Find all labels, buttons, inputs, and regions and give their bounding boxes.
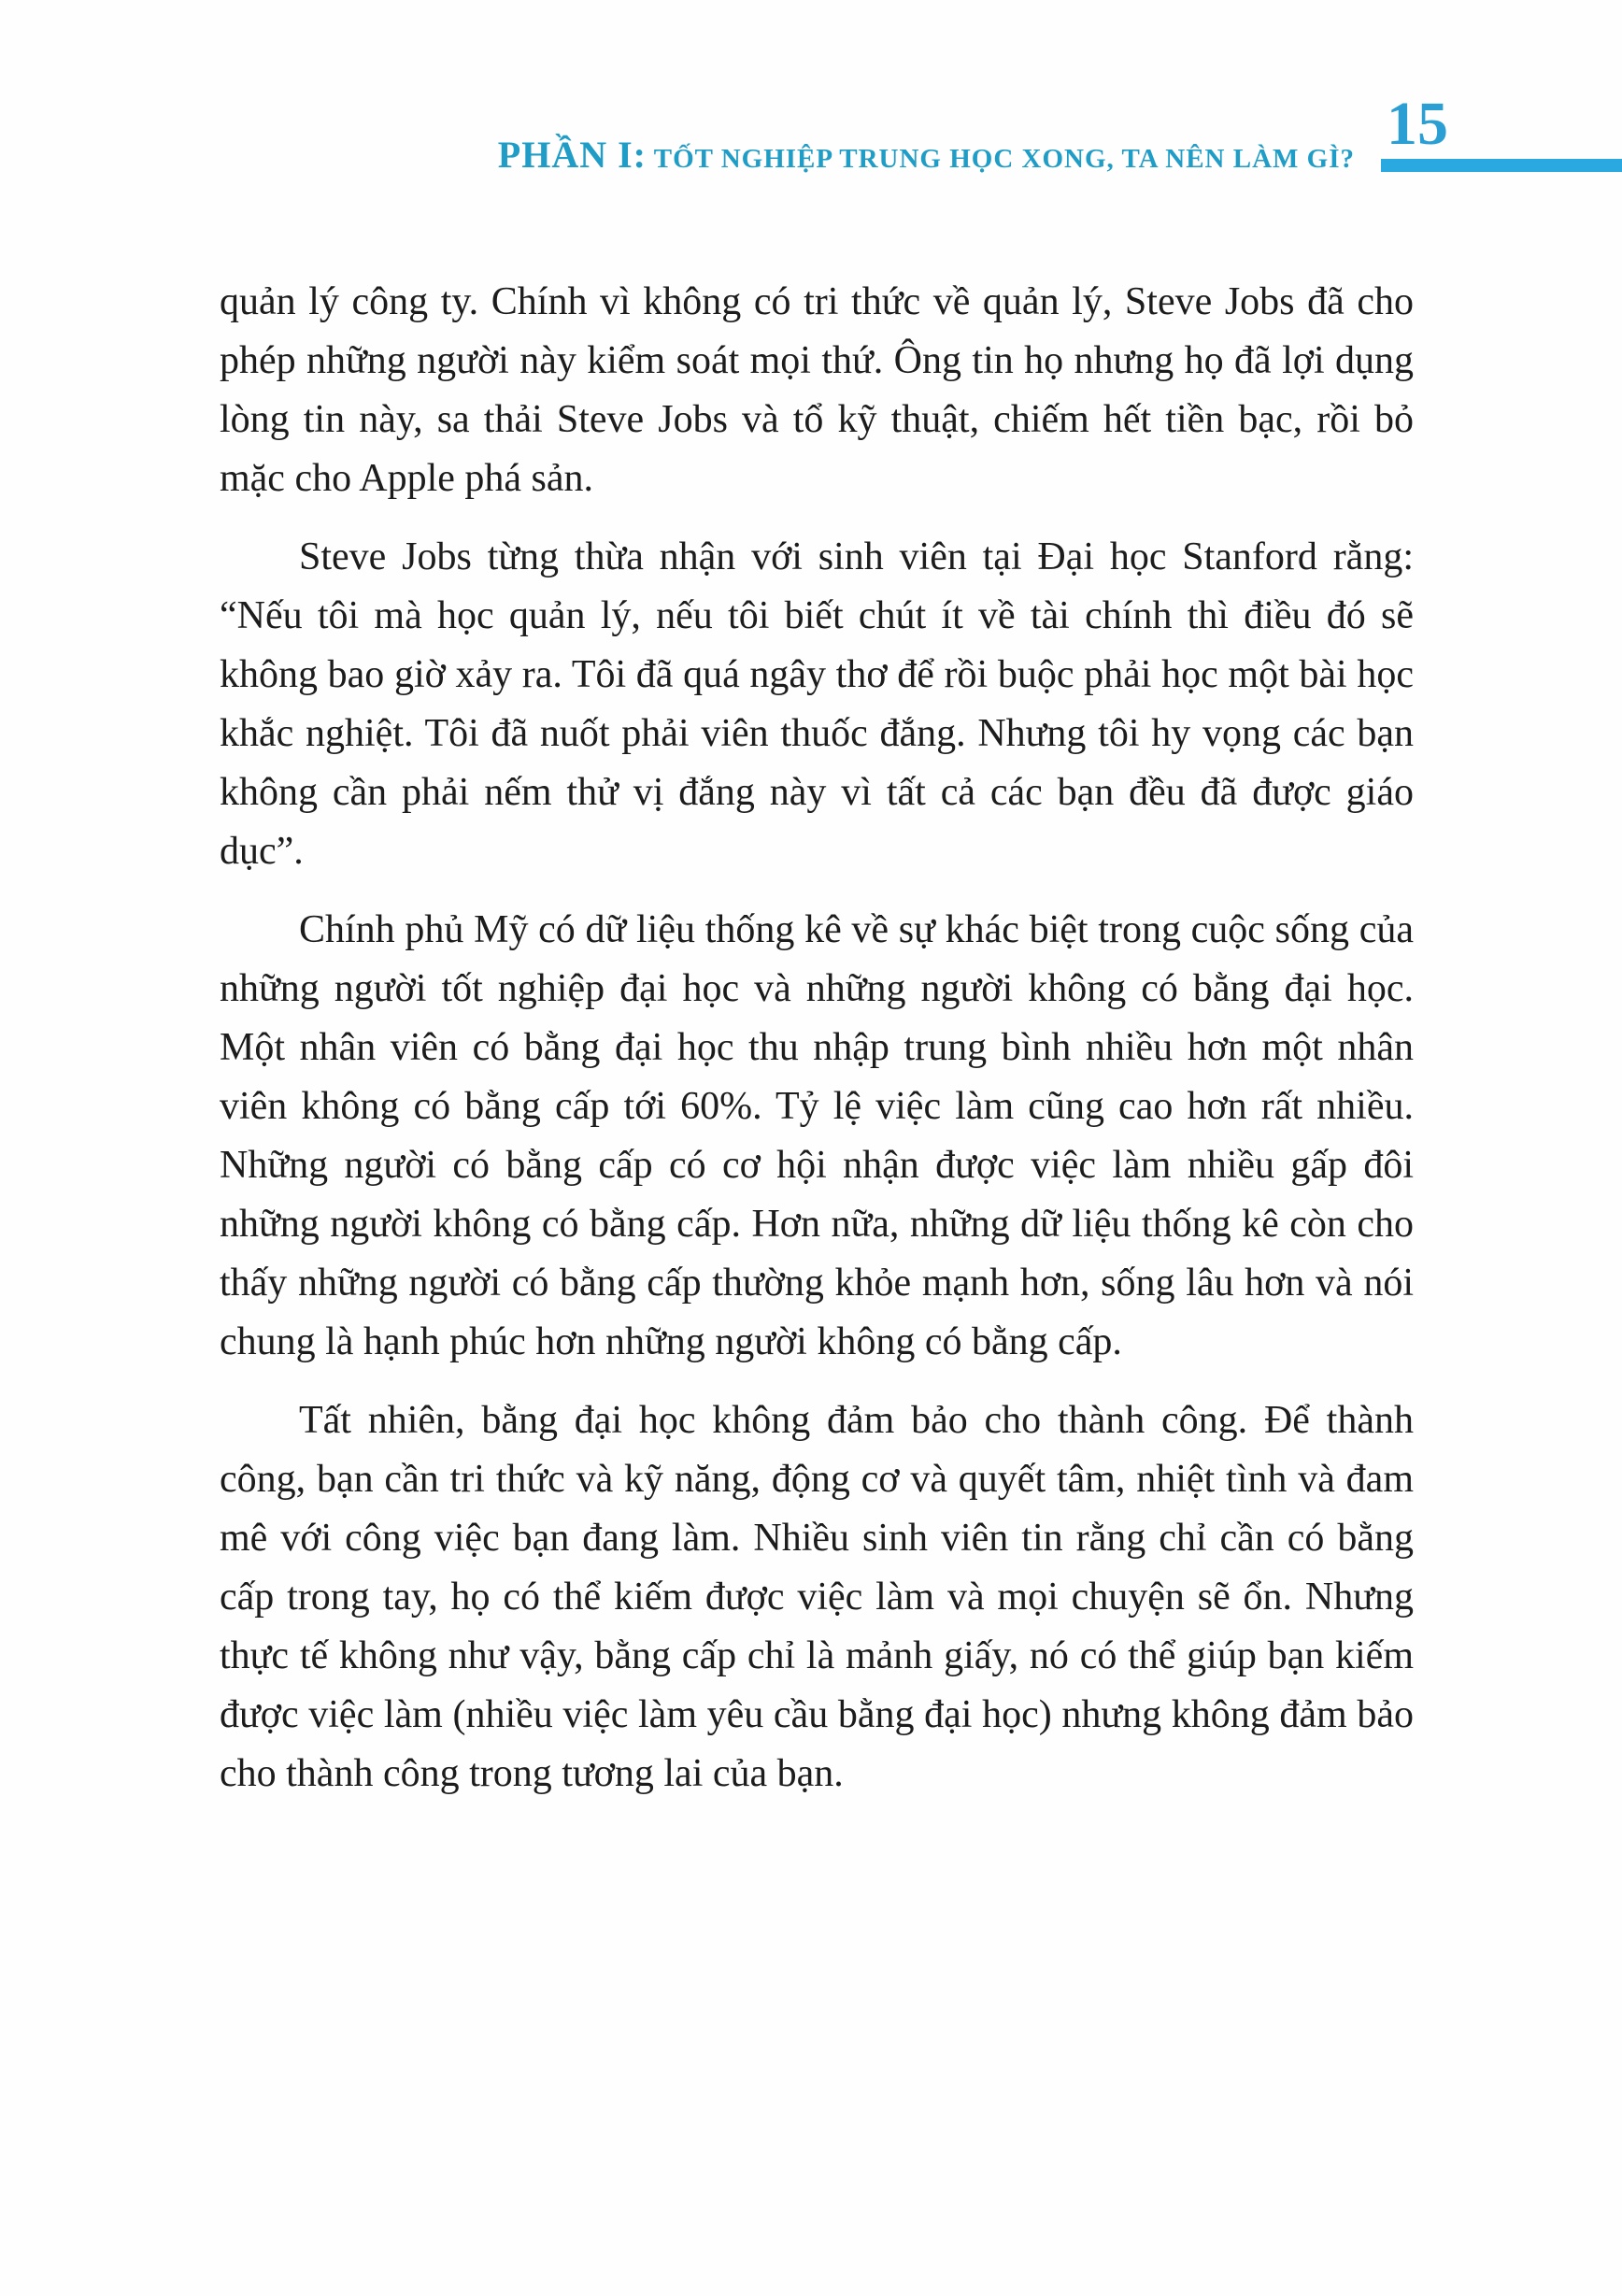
page-number: 15	[1387, 90, 1448, 158]
section-title: TỐT NGHIỆP TRUNG HỌC XONG, TA NÊN LÀM GÌ?	[647, 144, 1355, 174]
paragraph: Steve Jobs từng thừa nhận với sinh viên tại Đại học Stanford rằng: “Nếu tôi mà học quản lý, nếu tôi biết chút ít về tài chính thì điều đó sẽ không bao giờ xảy ra. Tôi đã quá ngây thơ để rồi buộc phải học một bài học khắc nghiệt. Tôi đã nuốt phải viên thuốc đắng. Nhưng tôi hy vọng các bạn không cần phải nếm thử vị đắng này vì tất cả các bạn đều đã được giáo dục”.	[220, 535, 1414, 873]
section-label: PHẦN I:	[497, 134, 647, 176]
paragraph: Tất nhiên, bằng đại học không đảm bảo cho thành công. Để thành công, bạn cần tri thức và kỹ năng, động cơ và quyết tâm, nhiệt tình và đam mê với công việc bạn đang làm. Nhiều sinh viên tin rằng chỉ cần có bằng cấp trong tay, họ có thể kiếm được việc làm và mọi chuyện sẽ ổn. Nhưng thực tế không như vậy, bằng cấp chỉ là mảnh giấy, nó có thể giúp bạn kiếm được việc làm (nhiều việc làm yêu cầu bằng đại học) nhưng không đảm bảo cho thành công trong tương lai của bạn.	[220, 1399, 1414, 1795]
paragraph: Chính phủ Mỹ có dữ liệu thống kê về sự khác biệt trong cuộc sống của những người tốt nghiệp đại học và những người không có bằng đại học. Một nhân viên có bằng đại học thu nhập trung bình nhiều hơn một nhân viên không có bằng cấp tới 60%. Tỷ lệ việc làm cũng cao hơn rất nhiều. Những người có bằng cấp có cơ hội nhận được việc làm nhiều gấp đôi những người không có bằng cấp. Hơn nữa, những dữ liệu thống kê còn cho thấy những người có bằng cấp thường khỏe mạnh hơn, sống lâu hơn và nói chung là hạnh phúc hơn những người không có bằng cấp.	[220, 908, 1414, 1363]
header-rule	[1381, 159, 1622, 172]
chapter-header	[498, 136, 1355, 174]
paragraph: quản lý công ty. Chính vì không có tri thức về quản lý, Steve Jobs đã cho phép những người này kiểm soát mọi thứ. Ông tin họ nhưng họ đã lợi dụng lòng tin này, sa thải Steve Jobs và tổ kỹ thuật, chiếm hết tiền bạc, rồi bỏ mặc cho Apple phá sản.	[220, 280, 1414, 500]
page-body	[220, 273, 1414, 1823]
